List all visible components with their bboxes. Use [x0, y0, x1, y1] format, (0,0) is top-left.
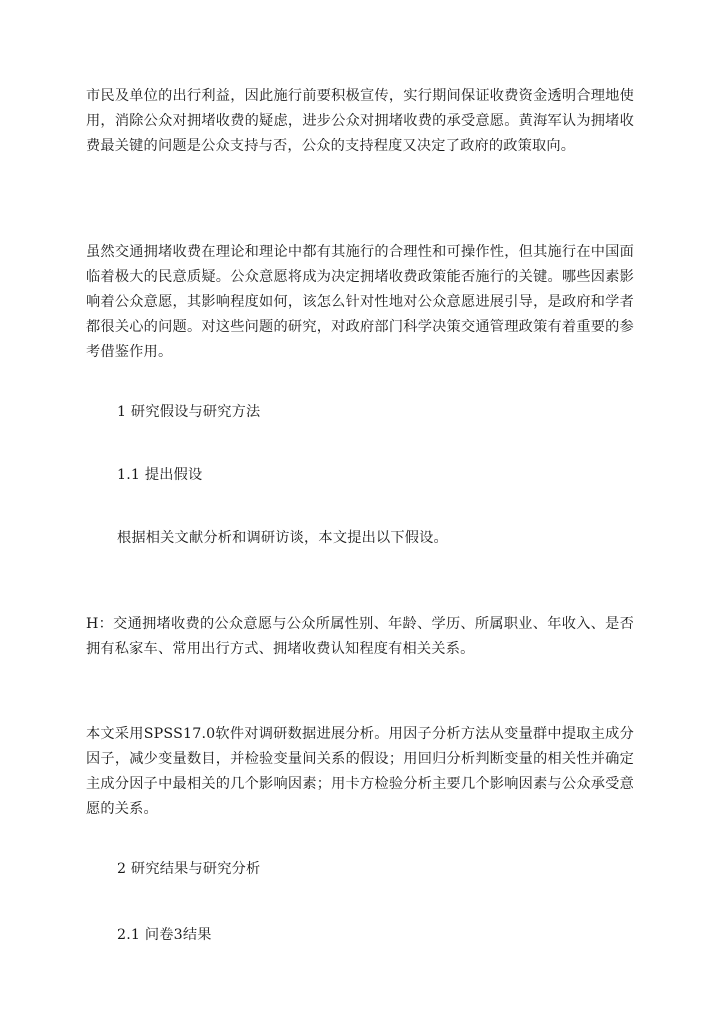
- hypothesis-intro: 根据相关文献分析和调研访谈，本文提出以下假设。: [117, 530, 448, 546]
- section-heading-1: 1 研究假设与研究方法: [117, 404, 261, 420]
- section-heading-2: 2 研究结果与研究分析: [117, 861, 261, 877]
- paragraph-hypothesis: H：交通拥堵收费的公众意愿与公众所属性别、年龄、学历、所属职业、年收入、是否拥有私家车、常用出行方式、拥堵收费认知程度有相关关系。: [86, 616, 634, 657]
- paragraph-congestion-charging: 虽然交通拥堵收费在理论和理论中都有其施行的合理性和可操作性，但其施行在中国面临着极大的民意质疑。公众意愿将成为决定拥堵收费政策能否施行的关键。哪些因素影响着公众意愿，其影响程度如何，该怎么针对性地对公众意愿进展引导，是政府和学者都很关心的问题。对这些问题的研究，对政府部门科学决策交通管理政策有着重要的参考借鉴作用。: [86, 244, 634, 360]
- section-heading-2-1: 2.1 问卷3结果: [117, 927, 212, 943]
- paragraph-methodology: 本文采用SPSS17.0软件对调研数据进展分析。用因子分析方法从变量群中提取主成分因子，减少变量数目，并检验变量间关系的假设；用回归分析判断变量的相关性并确定主成分因子中最相关的几个影响因素；用卡方检验分析主要几个影响因素与公众承受意愿的关系。: [86, 726, 634, 817]
- section-heading-1-1: 1.1 提出假设: [117, 467, 203, 483]
- paragraph-public-acceptance: 市民及单位的出行利益，因此施行前要积极宣传，实行期间保证收费资金透明合理地使用，消除公众对拥堵收费的疑虑，进步公众对拥堵收费的承受意愿。黄海军认为拥堵收费最关键的问题是公众支持与否，公众的支持程度又决定了政府的政策取向。: [86, 88, 634, 154]
